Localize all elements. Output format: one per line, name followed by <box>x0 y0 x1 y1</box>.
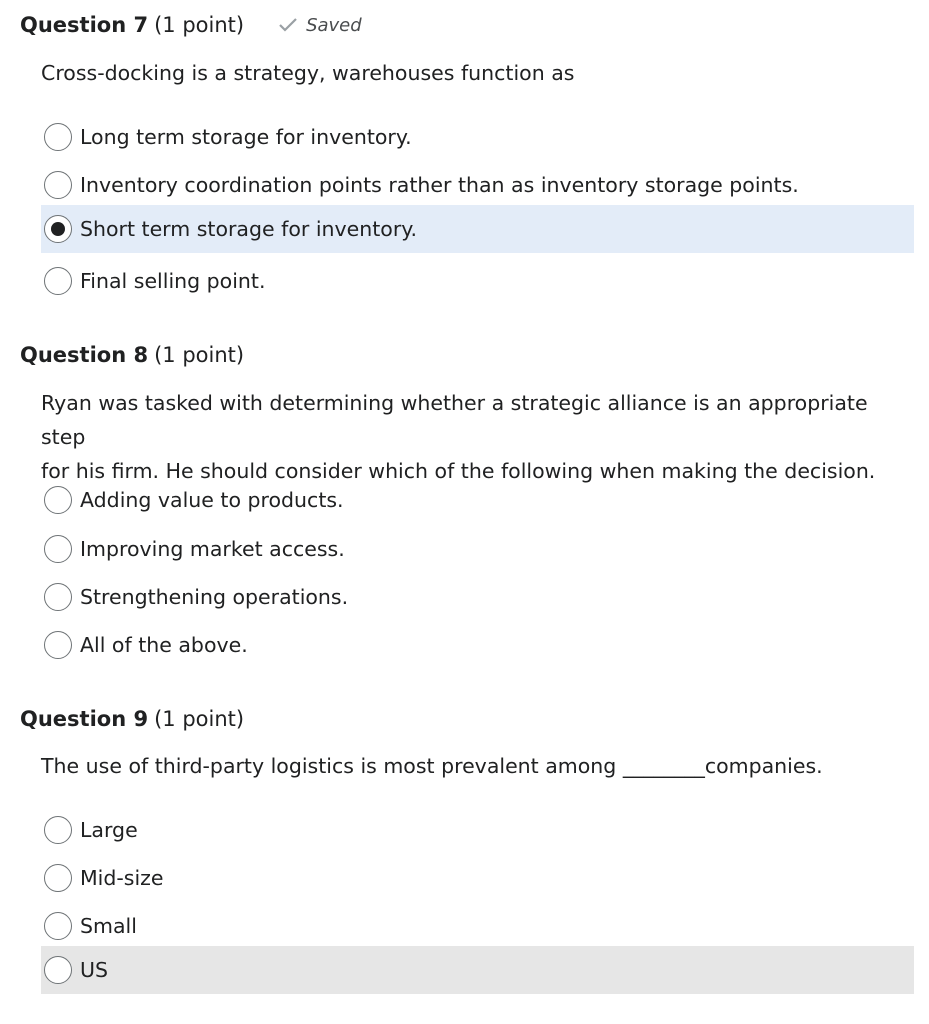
q8-option-2[interactable] <box>41 525 914 573</box>
option-label: US <box>80 958 109 982</box>
option-label: All of the above. <box>80 633 248 657</box>
q7-option-3[interactable] <box>41 205 914 253</box>
question-title: Question 9 <box>20 707 149 731</box>
question-8-header <box>20 338 244 372</box>
radio-button[interactable] <box>44 171 72 199</box>
radio-button[interactable] <box>44 267 72 295</box>
option-label: Adding value to products. <box>80 488 344 512</box>
radio-button[interactable] <box>44 956 72 984</box>
radio-button[interactable] <box>44 123 72 151</box>
radio-button[interactable] <box>44 535 72 563</box>
question-8-text <box>41 386 916 488</box>
q8-option-4[interactable] <box>41 621 914 669</box>
question-9-header <box>20 702 244 736</box>
question-7-text: Cross-docking is a strategy, warehouses function as <box>41 61 575 85</box>
radio-button[interactable] <box>44 912 72 940</box>
question-text-line: Ryan was tasked with determining whether a strategic alliance is an appropriate step <box>41 391 868 449</box>
question-9-text: The use of third-party logistics is most prevalent among ________companies. <box>41 754 823 778</box>
saved-status <box>278 15 362 36</box>
q7-option-1[interactable] <box>41 113 914 161</box>
radio-button[interactable] <box>44 486 72 514</box>
q9-option-4[interactable] <box>41 946 914 994</box>
q8-option-3[interactable] <box>41 573 914 621</box>
option-label: Large <box>80 818 138 842</box>
question-points: (1 point) <box>154 13 245 37</box>
q7-option-2[interactable] <box>41 161 914 209</box>
question-text-line: for his firm. He should consider which of the following when making the decision. <box>41 459 876 483</box>
q9-option-1[interactable] <box>41 806 914 854</box>
option-label: Inventory coordination points rather than as inventory storage points. <box>80 173 799 197</box>
option-label: Small <box>80 914 137 938</box>
radio-button[interactable] <box>44 631 72 659</box>
radio-button[interactable] <box>44 864 72 892</box>
question-title: Question 8 <box>20 343 149 367</box>
option-label: Final selling point. <box>80 269 266 293</box>
radio-dot <box>51 222 65 236</box>
option-label: Short term storage for inventory. <box>80 217 417 241</box>
option-label: Strengthening operations. <box>80 585 349 609</box>
q9-option-3[interactable] <box>41 902 914 950</box>
option-label: Improving market access. <box>80 537 345 561</box>
question-points: (1 point) <box>154 343 245 367</box>
question-points: (1 point) <box>154 707 245 731</box>
checkmark-icon <box>278 17 298 33</box>
q9-option-2[interactable] <box>41 854 914 902</box>
q7-option-4[interactable] <box>41 257 914 305</box>
question-title: Question 7 <box>20 13 149 37</box>
option-label: Long term storage for inventory. <box>80 125 412 149</box>
q8-option-1[interactable] <box>41 476 914 524</box>
radio-button[interactable] <box>44 816 72 844</box>
question-7-header <box>20 8 362 42</box>
saved-label: Saved <box>306 14 362 36</box>
radio-button[interactable] <box>44 583 72 611</box>
radio-button-selected[interactable] <box>44 215 72 243</box>
option-label: Mid-size <box>80 866 164 890</box>
